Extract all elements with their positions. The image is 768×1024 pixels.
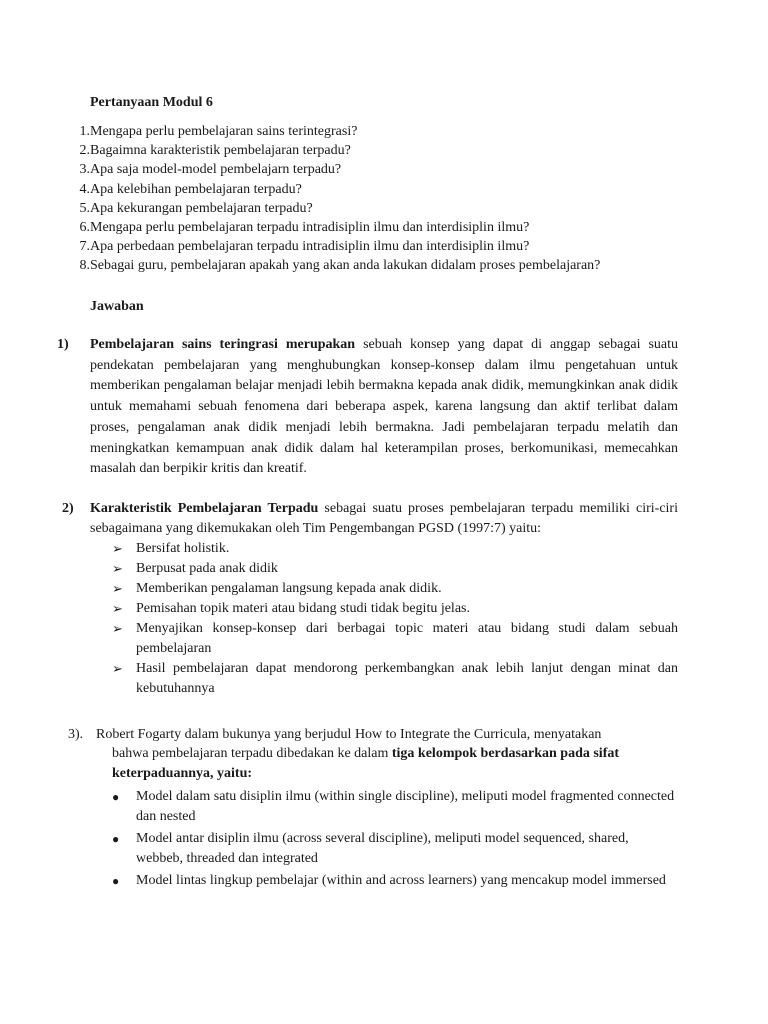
question-item [60,160,720,179]
answer-number: 2) [62,501,74,516]
answer-paragraph [90,335,678,480]
answer-text: sebuah konsep yang dapat di anggap sebagai suatu pendekatan pembelajaran yang menghubungkan konsep-konsep dalam ilmu pengetahuan untuk memberikan pengalaman belajar menjadi lebih bermakna kepada anak didik, memungkinkan anak didik untuk memahami sebuah fenomena dari beberapa aspek, karena langsung dan aktif terlibat dalam proses, pengalaman anak didik menjadi lebih bermakna. Jadi pembelajaran terpadu melatih dan meningkatkan kemampuan anak didik dalam hal keterampilan proses, berkomunikasi, memecahkan masalah dan berpikir kritis dan kreatif. [90,337,679,477]
list-item-text: Memberikan pengalaman langsung kepada anak didik. [136,581,442,596]
answer-number: 3). [68,727,84,742]
list-item-text: Model lintas lingkup pembelajar (within and across learners) yang mencakup model immersed [136,873,666,888]
arrow-bullet-icon: ➢ [112,661,123,676]
list-item-text: Model dalam satu disiplin ilmu (within single discipline), meliputi model fragmented connected dan nested [136,789,675,824]
model-list [112,787,678,893]
answer-line-2-bold: tiga kelompok berdasarkan pada sifat [391,746,620,761]
question-list [60,122,720,276]
answers-heading: Jawaban [90,299,144,314]
arrow-bullet-icon: ➢ [112,561,123,576]
question-text: Apa kelebihan pembelajaran terpadu? [90,181,302,197]
answer-number: 1) [57,337,69,352]
bullet-icon: ● [112,790,120,804]
list-item-text: Bersifat holistik. [136,541,230,556]
question-item [60,218,720,237]
question-number: 8. [79,258,90,274]
list-item-text: Hasil pembelajaran dapat mendorong perkembangkan anak lebih lanjut dengan minat dan kebutuhannya [136,661,678,696]
question-number: 7. [79,239,90,255]
question-item [60,141,720,160]
answer-text: sebagai suatu proses pembelajaran terpadu memiliki ciri-ciri sebagaimana yang dikemukakan oleh Tim Pengembangan PGSD (1997:7) yaitu: [90,501,678,536]
list-item-text: Pemisahan topik materi atau bidang studi tidak begitu jelas. [136,601,470,616]
question-text: Apa perbedaan pembelajaran terpadu intradisiplin ilmu dan interdisiplin ilmu? [90,239,530,255]
question-text: Apa kekurangan pembelajaran terpadu? [90,200,313,216]
question-item [60,122,720,141]
list-item [112,559,678,579]
question-text: Mengapa perlu pembelajaran sains terintegrasi? [90,124,358,139]
arrow-bullet-icon: ➢ [112,601,123,616]
question-number: 2. [79,143,90,159]
question-number: 5. [79,200,90,216]
list-item [112,539,678,559]
question-number: 3. [79,162,90,178]
bullet-icon: ● [112,874,120,888]
question-text: Bagaimna karakteristik pembelajaran terpadu? [90,143,351,159]
list-item-text: Berpusat pada anak didik [136,561,278,576]
question-number: 6. [79,219,90,235]
bullet-icon: ● [112,832,120,846]
list-item [112,787,678,827]
list-item [112,619,678,659]
list-item-text: Menyajikan konsep-konsep dari berbagai topic materi atau bidang studi dalam sebuah pembelajaran [136,621,678,656]
answer-line-3: keterpaduannya, yaitu: [112,766,253,781]
arrow-bullet-icon: ➢ [112,541,123,556]
question-item [60,199,720,218]
question-text: Mengapa perlu pembelajaran terpadu intradisiplin ilmu dan interdisiplin ilmu? [90,219,530,235]
list-item [112,579,678,599]
question-text: Sebagai guru, pembelajaran apakah yang akan anda lakukan didalam proses pembelajaran? [90,258,601,274]
question-item [60,180,720,199]
question-number: 4. [79,181,90,197]
list-item [112,599,678,619]
answer-paragraph [90,499,678,539]
question-text: Apa saja model-model pembelajarn terpadu? [90,162,342,178]
answer-line-1: Robert Fogarty dalam bukunya yang berjudul How to Integrate the Curricula, menyatakan [96,727,602,742]
answer-line-2 [112,744,619,764]
answer-lead: Pembelajaran sains teringrasi merupakan [90,337,356,352]
list-item [112,659,678,699]
question-number: 1. [79,124,90,139]
list-item-text: Model antar disiplin ilmu (across several discipline), meliputi model sequenced, shared, webbeb, threaded dan integrated [136,831,629,866]
list-item [112,871,678,891]
question-item [60,256,720,275]
characteristics-list [112,539,678,699]
arrow-bullet-icon: ➢ [112,621,123,636]
arrow-bullet-icon: ➢ [112,581,123,596]
answer-line-2-text: bahwa pembelajaran terpadu dibedakan ke dalam [112,746,392,761]
list-item [112,829,678,869]
answer-lead: Karakteristik Pembelajaran Terpadu [90,501,319,516]
page-title: Pertanyaan Modul 6 [90,95,213,110]
question-item [60,237,720,256]
